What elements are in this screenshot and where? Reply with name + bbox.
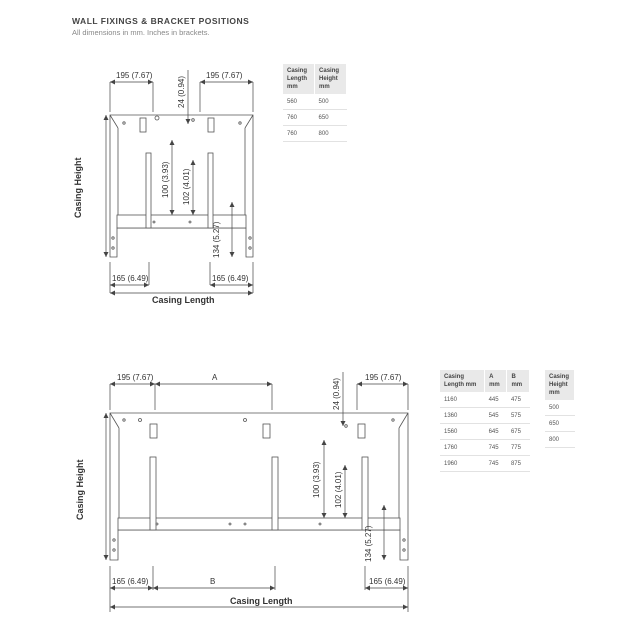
table-cell: 745	[485, 440, 507, 456]
table-row	[440, 440, 530, 456]
dim-bracket-offset-2: 24 (0.94)	[332, 377, 341, 410]
dim-bottom-134-1: 134 (5.27)	[212, 221, 221, 258]
table-cell: 560	[283, 94, 315, 110]
diagram-2-labels	[75, 373, 406, 606]
page-title: WALL FIXINGS & BRACKET POSITIONS	[72, 16, 250, 26]
top-bracket-left-1	[140, 118, 146, 132]
dim-top-right-1: 195 (7.67)	[206, 71, 243, 80]
table3-header-height: Casing Height mm	[545, 370, 575, 400]
dim-a-label-2: A	[212, 373, 218, 382]
top-bracket-c-2	[358, 424, 365, 438]
table-cell: 760	[283, 110, 315, 126]
table-cell: 475	[507, 392, 530, 408]
table2-header-b: B mm	[507, 370, 530, 392]
table-cell: 650	[545, 416, 575, 432]
table-cell: 875	[507, 456, 530, 472]
table-cell: 445	[485, 392, 507, 408]
base-bar-2	[118, 518, 400, 530]
rail-right-1	[208, 153, 213, 228]
table-row	[283, 94, 347, 110]
page-subtitle: All dimensions in mm. Inches in brackets.	[72, 28, 210, 37]
table-cell: 1560	[440, 424, 485, 440]
table-row	[283, 110, 347, 126]
spec-table-1	[283, 64, 347, 142]
dim-bottom-right-1: 165 (6.49)	[212, 274, 249, 283]
table-row	[440, 424, 530, 440]
table-cell: 545	[485, 408, 507, 424]
table-cell: 1960	[440, 456, 485, 472]
spec-table-3	[545, 370, 575, 448]
table-cell: 760	[283, 126, 315, 142]
table-row	[545, 416, 575, 432]
table-row	[545, 400, 575, 416]
dim-bottom-right-2: 165 (6.49)	[369, 577, 406, 586]
dim-bottom-134-2: 134 (5.27)	[364, 525, 373, 562]
dim-rail-102-1: 102 (4.01)	[182, 168, 191, 205]
casing-height-label-1: Casing Height	[73, 157, 83, 218]
dim-top-left-1: 195 (7.67)	[116, 71, 153, 80]
table-cell: 645	[485, 424, 507, 440]
table-row	[283, 126, 347, 142]
top-bracket-right-1	[208, 118, 214, 132]
table-cell: 650	[315, 110, 347, 126]
rail-left-1	[146, 153, 151, 228]
dim-rail-102-2: 102 (4.01)	[334, 471, 343, 508]
table-cell: 745	[485, 456, 507, 472]
dim-rail-100-2: 100 (3.93)	[312, 461, 321, 498]
top-bracket-b-2	[263, 424, 270, 438]
table-cell: 675	[507, 424, 530, 440]
casing-length-label-1: Casing Length	[152, 295, 215, 305]
dim-bracket-offset-1: 24 (0.94)	[177, 75, 186, 108]
table-cell: 1760	[440, 440, 485, 456]
table1-header-length: Casing Length mm	[283, 64, 315, 94]
dim-top-left-2: 195 (7.67)	[117, 373, 154, 382]
table1-header-height: Casing Height mm	[315, 64, 347, 94]
table-row	[440, 392, 530, 408]
table-row	[440, 456, 530, 472]
rail-b-2	[272, 457, 278, 530]
dim-b-label-2: B	[210, 577, 216, 586]
table2-header-a: A mm	[485, 370, 507, 392]
table-row	[545, 432, 575, 448]
table-cell: 500	[545, 400, 575, 416]
spec-table-2	[440, 370, 530, 472]
table-cell: 1160	[440, 392, 485, 408]
table-cell: 800	[315, 126, 347, 142]
table-cell: 800	[545, 432, 575, 448]
rail-c-2	[362, 457, 368, 530]
base-bar-1	[117, 215, 246, 228]
table-cell: 775	[507, 440, 530, 456]
dim-bottom-left-2: 165 (6.49)	[112, 577, 149, 586]
table-row	[440, 408, 530, 424]
casing-length-label-2: Casing Length	[230, 596, 293, 606]
dim-bottom-left-1: 165 (6.49)	[112, 274, 149, 283]
table-cell: 575	[507, 408, 530, 424]
table-cell: 1360	[440, 408, 485, 424]
table2-header-length: Casing Length mm	[440, 370, 485, 392]
top-bracket-a-2	[150, 424, 157, 438]
dim-rail-100-1: 100 (3.93)	[161, 161, 170, 198]
diagram-1-labels	[73, 71, 249, 305]
casing-height-label-2: Casing Height	[75, 459, 85, 520]
dim-top-right-2: 195 (7.67)	[365, 373, 402, 382]
table-cell: 500	[315, 94, 347, 110]
rail-a-2	[150, 457, 156, 530]
